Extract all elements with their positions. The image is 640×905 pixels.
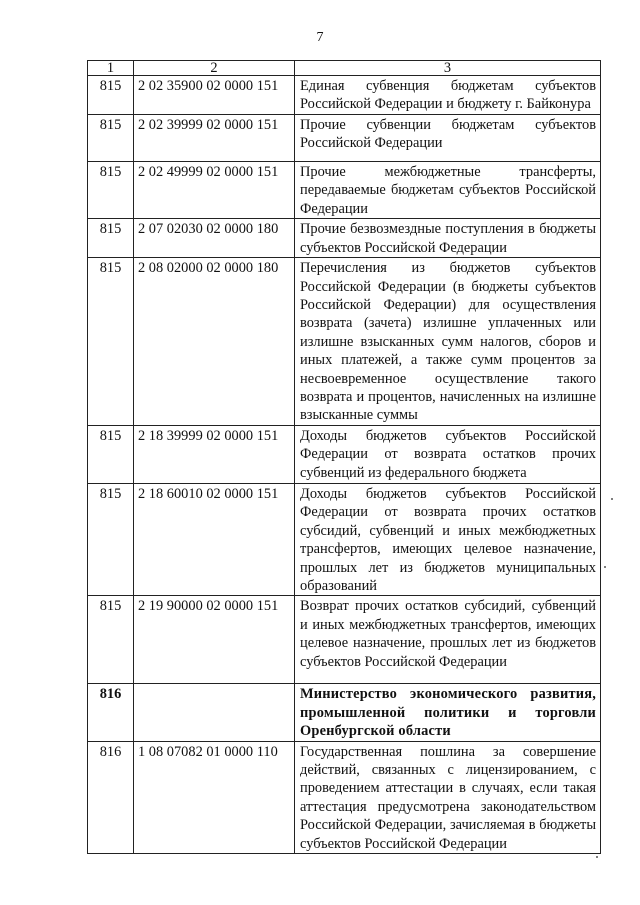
description-cell: Единая субвенция бюджетам субъектов Российской Федерации и бюджету г. Байконура xyxy=(295,76,601,115)
revenue-code-cell: 2 02 39999 02 0000 151 xyxy=(134,115,295,162)
description-cell: Министерство экономического развития, промышленной политики и торговли Оренбургской области xyxy=(295,684,601,741)
admin-code-cell: 815 xyxy=(88,76,134,115)
revenue-code-cell: 2 02 35900 02 0000 151 xyxy=(134,76,295,115)
header-col-2: 2 xyxy=(134,61,295,76)
page-number: 7 xyxy=(316,30,324,45)
table-row xyxy=(88,684,601,741)
table-row xyxy=(88,115,601,162)
revenue-code-cell: 1 08 07082 01 0000 110 xyxy=(134,741,295,853)
admin-code-cell: 815 xyxy=(88,115,134,162)
description-cell: Возврат прочих остатков субсидий, субвенций и иных межбюджетных трансфертов, имеющих целевое назначение, прошлых лет из бюджетов субъектов Российской Федерации xyxy=(295,596,601,684)
admin-code-cell: 815 xyxy=(88,483,134,595)
scan-speck xyxy=(611,498,613,500)
description-cell: Прочие межбюджетные трансферты, передаваемые бюджетам субъектов Российской Федерации xyxy=(295,162,601,219)
table-row xyxy=(88,596,601,684)
table-row xyxy=(88,258,601,426)
table-header-row xyxy=(88,61,601,76)
description-cell: Государственная пошлина за совершение действий, связанных с лицензированием, с проведением аттестации в случаях, если такая аттестация предусмотрена законодательством Российской Федерации, зачисляемая в бюджеты субъектов Российской Федерации xyxy=(295,741,601,853)
revenue-code-cell: 2 08 02000 02 0000 180 xyxy=(134,258,295,426)
admin-code-cell: 815 xyxy=(88,162,134,219)
admin-code-cell: 816 xyxy=(88,684,134,741)
table-row xyxy=(88,76,601,115)
revenue-code-cell xyxy=(134,684,295,741)
scan-speck xyxy=(596,856,598,858)
scan-speck xyxy=(604,566,606,568)
header-col-1: 1 xyxy=(88,61,134,76)
admin-code-cell: 815 xyxy=(88,596,134,684)
table-row xyxy=(88,219,601,258)
revenue-code-cell: 2 19 90000 02 0000 151 xyxy=(134,596,295,684)
table-row xyxy=(88,425,601,483)
description-cell: Доходы бюджетов субъектов Российской Федерации от возврата прочих остатков субсидий, субвенций и иных межбюджетных трансфертов, имеющих целевое назначение, прошлых лет из бюджетов муниципальных образований xyxy=(295,483,601,595)
description-cell: Прочие безвозмездные поступления в бюджеты субъектов Российской Федерации xyxy=(295,219,601,258)
revenue-codes-table xyxy=(87,60,601,854)
revenue-code-cell: 2 02 49999 02 0000 151 xyxy=(134,162,295,219)
admin-code-cell: 815 xyxy=(88,258,134,426)
admin-code-cell: 816 xyxy=(88,741,134,853)
description-cell: Перечисления из бюджетов субъектов Российской Федерации (в бюджеты субъектов Российской Федерации) для осуществления возврата (зачета) излишне уплаченных или излишне взысканных сумм налогов, сборов и иных платежей, а также сумм процентов за несвоевременное осуществление такого возврата и процентов, начисленных на излишне взысканные суммы xyxy=(295,258,601,426)
table-row xyxy=(88,741,601,853)
revenue-code-cell: 2 18 39999 02 0000 151 xyxy=(134,425,295,483)
description-cell: Прочие субвенции бюджетам субъектов Российской Федерации xyxy=(295,115,601,162)
revenue-code-cell: 2 07 02030 02 0000 180 xyxy=(134,219,295,258)
admin-code-cell: 815 xyxy=(88,219,134,258)
header-col-3: 3 xyxy=(295,61,601,76)
table-row xyxy=(88,483,601,595)
table-row xyxy=(88,162,601,219)
admin-code-cell: 815 xyxy=(88,425,134,483)
revenue-code-cell: 2 18 60010 02 0000 151 xyxy=(134,483,295,595)
description-cell: Доходы бюджетов субъектов Российской Федерации от возврата остатков прочих субвенций из федерального бюджета xyxy=(295,425,601,483)
